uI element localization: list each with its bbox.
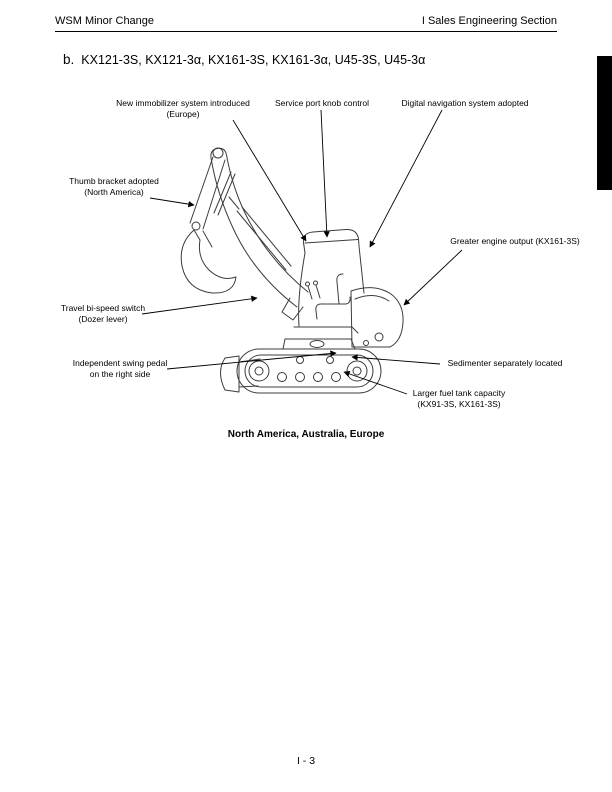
figure-caption: North America, Australia, Europe	[227, 429, 385, 440]
callout-text: Travel bi-speed switch	[60, 303, 146, 313]
leader-thumb-bracket	[150, 198, 194, 205]
callout-sedimenter	[441, 358, 569, 369]
title-index: b.	[63, 52, 75, 67]
page-footer	[0, 755, 612, 767]
callout-text: Digital navigation system adopted	[401, 98, 529, 108]
callout-text: Independent swing pedal	[72, 358, 168, 368]
callout-text: Greater engine output (KX161-3S)	[450, 236, 580, 246]
callout-text: on the right side	[89, 368, 151, 379]
leader-immobilizer	[233, 120, 306, 241]
callout-service-port	[266, 98, 378, 109]
leader-swing-pedal	[167, 353, 336, 369]
callout-leader-lines	[142, 110, 462, 394]
excavator-drawing	[181, 148, 403, 393]
callout-immobilizer	[103, 98, 263, 119]
callout-text: (Europe)	[166, 108, 200, 119]
leader-sedimenter	[352, 357, 440, 364]
callout-digital-navigation	[392, 98, 538, 109]
callout-bi-speed	[46, 303, 160, 324]
leader-engine-output	[404, 250, 462, 305]
callout-text: (North America)	[84, 186, 144, 197]
callout-text: (KX91-3S, KX161-3S)	[417, 398, 501, 409]
title-models: KX121-3S, KX121-3α, KX161-3S, KX161-3α, U45-3S, U45-3α	[81, 53, 426, 67]
callout-engine-output	[446, 236, 584, 247]
callout-swing-pedal	[58, 358, 182, 379]
callout-fuel-tank	[398, 388, 520, 409]
callout-text: Thumb bracket adopted	[69, 176, 159, 186]
callout-text: Service port knob control	[274, 98, 370, 108]
callout-text: New immobilizer system introduced	[116, 98, 250, 108]
callout-thumb-bracket	[53, 176, 175, 197]
callout-text: Larger fuel tank capacity	[412, 388, 506, 398]
leader-service-port	[321, 110, 327, 237]
header-right-text: I Sales Engineering Section	[421, 15, 557, 27]
callout-text: Sedimenter separately located	[447, 358, 563, 368]
leader-digital-navigation	[370, 110, 442, 247]
page-number: I - 3	[296, 755, 316, 767]
header-left-text: WSM Minor Change	[55, 15, 155, 27]
callout-text: (Dozer lever)	[78, 313, 128, 324]
